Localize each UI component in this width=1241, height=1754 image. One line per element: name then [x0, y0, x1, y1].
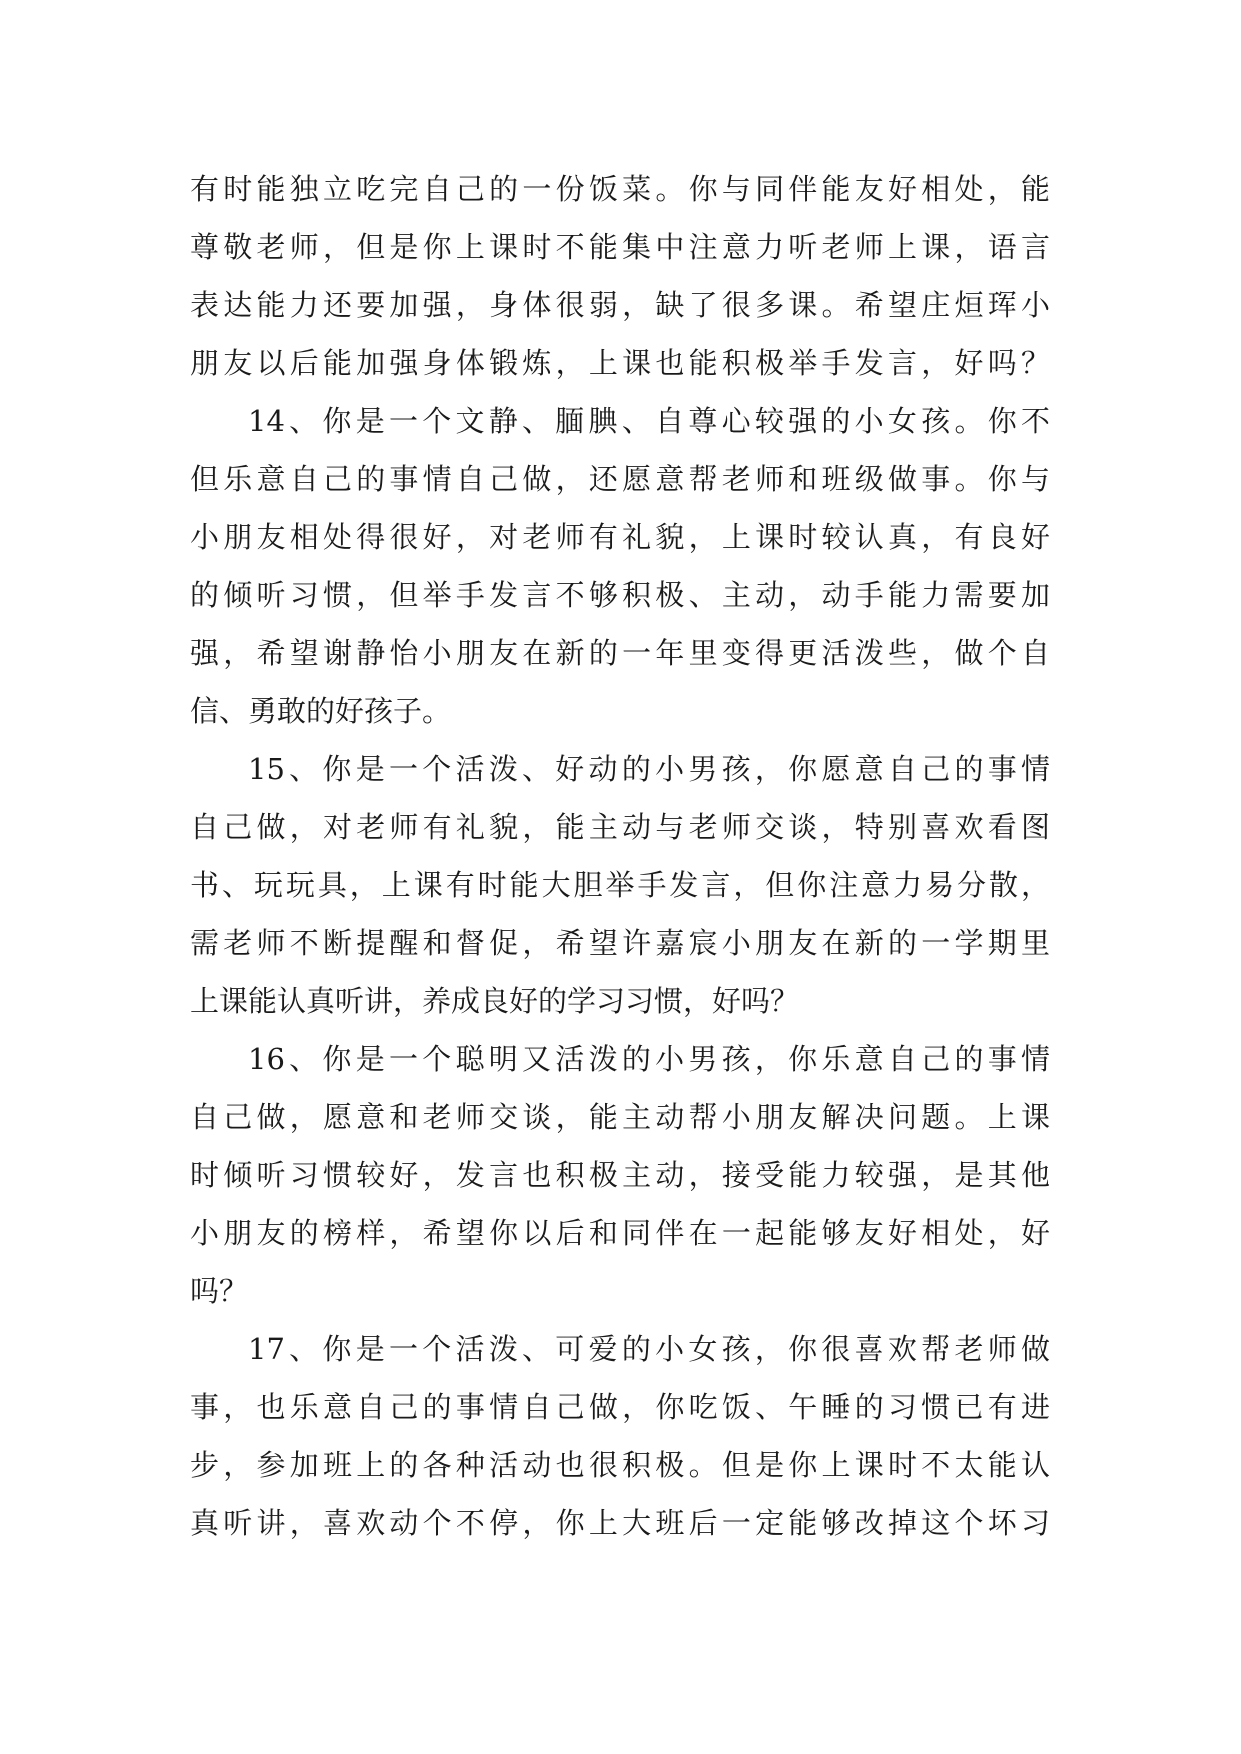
- text-line: 信、勇敢的好孩子。: [190, 694, 452, 728]
- text-line: 表达能力还要加强，身体很弱，缺了很多课。希望庄烜珲小: [190, 288, 1050, 322]
- text-line: 自己做，对老师有礼貌，能主动与老师交谈，特别喜欢看图: [190, 810, 1050, 844]
- text-line: 15、你是一个活泼、好动的小男孩，你愿意自己的事情: [248, 752, 1050, 786]
- text-line: 强，希望谢静怡小朋友在新的一年里变得更活泼些，做个自: [190, 636, 1050, 670]
- text-line: 17、你是一个活泼、可爱的小女孩，你很喜欢帮老师做: [248, 1332, 1050, 1366]
- text-line: 吗？: [190, 1274, 249, 1308]
- text-line: 需老师不断提醒和督促，希望许嘉宸小朋友在新的一学期里: [190, 926, 1050, 960]
- text-line: 书、玩玩具，上课有时能大胆举手发言，但你注意力易分散，: [190, 868, 1050, 902]
- paragraph-14: [190, 392, 1050, 740]
- text-line: 小朋友相处得很好，对老师有礼貌，上课时较认真，有良好: [190, 520, 1050, 554]
- text-line: 时倾听习惯较好，发言也积极主动，接受能力较强，是其他: [190, 1158, 1050, 1192]
- text-line: 事，也乐意自己的事情自己做，你吃饭、午睡的习惯已有进: [190, 1390, 1050, 1424]
- paragraph-15: [190, 740, 1050, 1030]
- text-line: 有时能独立吃完自己的一份饭菜。你与同伴能友好相处，能: [190, 172, 1050, 206]
- text-line: 尊敬老师，但是你上课时不能集中注意力听老师上课，语言: [190, 230, 1050, 264]
- text-line: 自己做，愿意和老师交谈，能主动帮小朋友解决问题。上课: [190, 1100, 1050, 1134]
- text-line: 的倾听习惯，但举手发言不够积极、主动，动手能力需要加: [190, 578, 1050, 612]
- text-line: 真听讲，喜欢动个不停，你上大班后一定能够改掉这个坏习: [190, 1506, 1050, 1540]
- text-line: 16、你是一个聪明又活泼的小男孩，你乐意自己的事情: [248, 1042, 1050, 1076]
- document-body: [190, 160, 1050, 1552]
- text-line: 14、你是一个文静、腼腆、自尊心较强的小女孩。你不: [248, 404, 1050, 438]
- paragraph-17: [190, 1320, 1050, 1552]
- text-line: 步，参加班上的各种活动也很积极。但是你上课时不太能认: [190, 1448, 1050, 1482]
- text-line: 上课能认真听讲，养成良好的学习习惯，好吗？: [190, 984, 800, 1018]
- paragraph: [190, 160, 1050, 392]
- text-line: 但乐意自己的事情自己做，还愿意帮老师和班级做事。你与: [190, 462, 1050, 496]
- text-line: 朋友以后能加强身体锻炼，上课也能积极举手发言，好吗？: [190, 346, 1050, 380]
- paragraph-16: [190, 1030, 1050, 1320]
- text-line: 小朋友的榜样，希望你以后和同伴在一起能够友好相处，好: [190, 1216, 1050, 1250]
